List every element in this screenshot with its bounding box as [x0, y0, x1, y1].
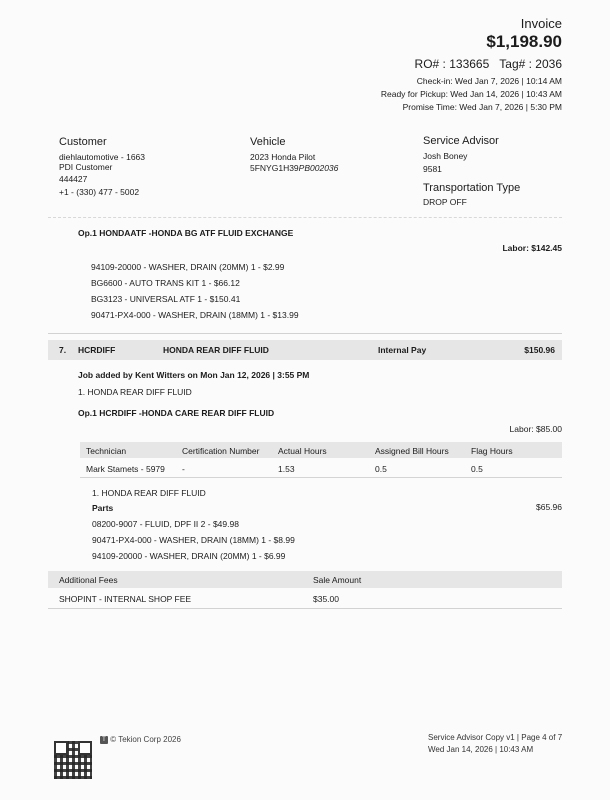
- fees-amount-heading: Sale Amount: [313, 575, 362, 585]
- transport-type: DROP OFF: [423, 197, 467, 207]
- vehicle-model: 2023 Honda Pilot: [250, 152, 316, 162]
- advisor-id: 9581: [423, 164, 442, 174]
- qr-code: [54, 741, 92, 779]
- tech-row-technician: Mark Stamets - 5979: [86, 464, 165, 474]
- tech-row-bill-hours: 0.5: [375, 464, 387, 474]
- ro-number: RO# : 133665: [414, 57, 490, 71]
- parts-concern: 1. HONDA REAR DIFF FLUID: [92, 488, 206, 498]
- footer-copy-info: Service Advisor Copy v1 | Page 4 of 7: [428, 733, 563, 742]
- job-7-pay-type: Internal Pay: [378, 345, 427, 355]
- footer-printed-time: Wed Jan 14, 2026 | 10:43 AM: [428, 745, 534, 754]
- transport-heading: Transportation Type: [423, 182, 521, 194]
- op-atf-part: BG6600 - AUTO TRANS KIT 1 - $66.12: [91, 278, 240, 288]
- tech-table-rule: [80, 477, 562, 478]
- job-7-part: 08200-9007 - FLUID, DPF II 2 - $49.98: [92, 519, 239, 529]
- fees-divider: [48, 608, 562, 609]
- customer-heading: Customer: [59, 136, 107, 148]
- tech-row-flag-hours: 0.5: [471, 464, 483, 474]
- job-7-description: HONDA REAR DIFF FLUID: [163, 345, 269, 355]
- op-atf-part: 90471-PX4-000 - WASHER, DRAIN (18MM) 1 - $13.99: [91, 310, 299, 320]
- op-atf-part: 94109-20000 - WASHER, DRAIN (20MM) 1 - $2.99: [91, 262, 285, 272]
- parts-label: Parts: [92, 503, 114, 513]
- invoice-total: $1,198.90: [486, 32, 562, 51]
- section-divider: [48, 217, 562, 218]
- op-atf-labor: Labor: $142.45: [502, 243, 562, 253]
- job-7-part: 90471-PX4-000 - WASHER, DRAIN (18MM) 1 - $8.99: [92, 535, 295, 545]
- parts-total: $65.96: [536, 502, 562, 512]
- check-in-time: Check-in: Wed Jan 7, 2026 | 10:14 AM: [416, 76, 562, 86]
- customer-number: 444427: [59, 174, 88, 184]
- job-7-amount: $150.96: [524, 345, 555, 355]
- job-7-concern: 1. HONDA REAR DIFF FLUID: [78, 387, 192, 397]
- job-7-added-by: Job added by Kent Witters on Mon Jan 12, 2026 | 3:55 PM: [78, 370, 310, 380]
- copyright-text: © Tekion Corp 2026: [110, 735, 181, 744]
- vin-prefix: 5FNYG1H39: [250, 163, 299, 173]
- ready-pickup-time: Ready for Pickup: Wed Jan 14, 2026 | 10:43 AM: [380, 89, 562, 99]
- tekion-logo-icon: T: [100, 736, 108, 744]
- tech-col-actual-hours: Actual Hours: [278, 446, 327, 456]
- tag-number: Tag# : 2036: [499, 57, 562, 71]
- tech-col-certification: Certification Number: [182, 446, 260, 456]
- job-7-labor: Labor: $85.00: [509, 424, 562, 434]
- ro-tag-line: [415, 57, 562, 71]
- op-atf-part: BG3123 - UNIVERSAL ATF 1 - $150.41: [91, 294, 241, 304]
- advisor-name: Josh Boney: [423, 151, 468, 161]
- tech-row-certification: -: [182, 464, 185, 474]
- op-atf-title: [78, 228, 293, 238]
- job-7-code: HCRDIFF: [78, 345, 116, 355]
- fees-header: [48, 571, 562, 588]
- job-7-header: [48, 340, 562, 360]
- customer-account: diehlautomotive - 1663: [59, 152, 146, 162]
- op-atf-title-text: Op.1 HONDAATF -HONDA BG ATF FLUID EXCHANGE: [78, 228, 294, 238]
- advisor-heading: Service Advisor: [423, 135, 499, 147]
- tech-col-flag-hours: Flag Hours: [471, 446, 513, 456]
- vehicle-vin: [250, 163, 338, 173]
- footer-copyright: [100, 735, 181, 744]
- promise-time: Promise Time: Wed Jan 7, 2026 | 5:30 PM: [402, 102, 562, 112]
- job-7-op-title: Op.1 HCRDIFF -HONDA CARE REAR DIFF FLUID: [78, 408, 275, 418]
- job-divider: [48, 333, 562, 334]
- invoice-title: Invoice: [520, 16, 562, 31]
- fees-heading: Additional Fees: [59, 575, 118, 585]
- tech-col-bill-hours: Assigned Bill Hours: [375, 446, 449, 456]
- tech-col-technician: Technician: [86, 446, 127, 456]
- job-7-part: 94109-20000 - WASHER, DRAIN (20MM) 1 - $6.99: [92, 551, 286, 561]
- vin-suffix: PB002036: [298, 163, 339, 173]
- customer-name: PDI Customer: [59, 162, 113, 172]
- customer-phone: +1 - (330) 477 - 5002: [59, 187, 140, 197]
- job-7-number: 7.: [59, 345, 67, 355]
- vehicle-heading: Vehicle: [250, 136, 286, 148]
- tech-row-actual-hours: 1.53: [278, 464, 295, 474]
- fee-item-amount: $35.00: [313, 594, 339, 604]
- fee-item: SHOPINT - INTERNAL SHOP FEE: [59, 594, 192, 604]
